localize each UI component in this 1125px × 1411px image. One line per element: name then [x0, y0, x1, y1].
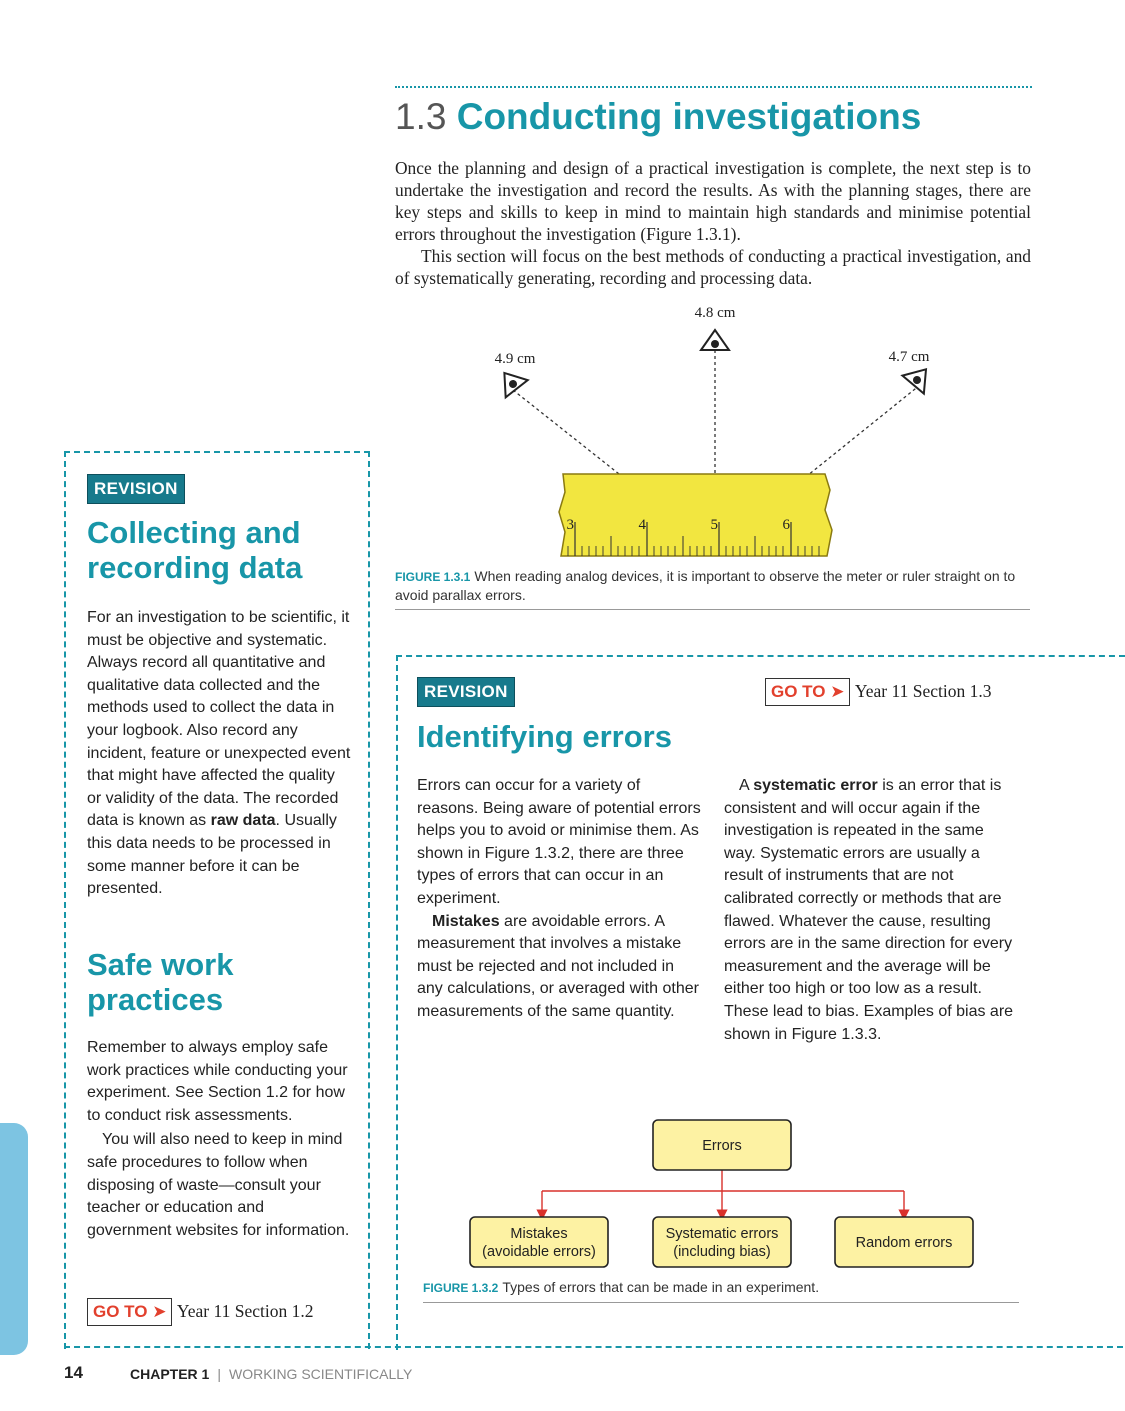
bottom-dashed-rule [64, 1346, 1123, 1348]
reading-right-label: 4.7 cm [888, 349, 930, 365]
node-errors-label: Errors [702, 1138, 742, 1154]
collecting-data-heading: Collecting and recording data [87, 515, 303, 585]
top-dotted-rule [395, 86, 1032, 88]
collecting-text-b: . Usually this data needs to be processed in some manner before it can be presented. [87, 812, 337, 898]
revision-badge-right: REVISION [417, 677, 515, 707]
reading-left-label: 4.9 cm [494, 351, 536, 367]
figure-2-label: FIGURE 1.3.2 [423, 1281, 499, 1295]
systematic-paragraph [724, 775, 1014, 1046]
ruler-number-5: 5 [710, 517, 718, 533]
safe-work-paragraph-2: You will also need to keep in mind safe procedures to follow when disposing of waste—consult your teacher or education and government websites for information. [87, 1131, 350, 1239]
chapter-side-tab [0, 1123, 28, 1355]
intro-text [395, 157, 1031, 289]
ruler-number-6: 6 [782, 517, 790, 533]
goto-left [87, 1298, 313, 1326]
collecting-data-text [87, 607, 352, 901]
goto-ref-left[interactable]: Year 11 Section 1.2 [176, 1301, 314, 1321]
systematic-text-a: A [739, 777, 754, 794]
node-systematic-label-2: (including bias) [673, 1244, 771, 1260]
page-number: 14 [64, 1363, 83, 1382]
goto-right [765, 678, 991, 706]
goto-button-left[interactable]: GO TO ➤ [87, 1298, 172, 1326]
goto-ref-right[interactable]: Year 11 Section 1.3 [854, 681, 992, 701]
systematic-text-b: is an error that is consistent and will occur again if the investigation is repeated in the same way. Systematic errors are usually a result of instruments that are not calibrated correctly or methods that are flawed. Whatever the cause, resulting errors are in the same direction for every measurement and the average will be either too high or too low as a result. These lead to bias. Examples of bias are shown in Figure 1.3.3. [724, 777, 1014, 1043]
figure-1-label: FIGURE 1.3.1 [395, 570, 471, 584]
node-systematic-label-1: Systematic errors [665, 1226, 779, 1242]
mistakes-paragraph [417, 911, 701, 1024]
figure-2-caption-text: Types of errors that can be made in an experiment. [502, 1279, 820, 1295]
goto-button-right[interactable]: GO TO ➤ [765, 678, 850, 706]
node-random-label: Random errors [855, 1235, 953, 1251]
errors-flowchart [458, 1117, 988, 1277]
eye-left-icon [493, 364, 527, 397]
footer-chapter-title: WORKING SCIENTIFICALLY [229, 1366, 413, 1382]
section-heading [395, 96, 921, 138]
node-mistakes-label-2: (avoidable errors) [482, 1244, 596, 1260]
errors-column-2 [724, 775, 1014, 1046]
ruler-number-4: 4 [638, 517, 646, 533]
mistakes-term: Mistakes [432, 912, 500, 930]
safe-work-heading: Safe work practices [87, 947, 234, 1017]
collecting-text-a: For an investigation to be scientific, it must be objective and systematic. Always record all quantitative and qualitative data collected and the methods used to collect the data in your logbook. Also record any incident, feature or unexpected event that might have affected the quality or validity of the data. The recorded data is known as [87, 609, 351, 830]
figure-2-caption [423, 1278, 1019, 1297]
eye-right-icon [902, 360, 936, 393]
eye-center-icon [701, 330, 729, 350]
identifying-errors-heading: Identifying errors [417, 719, 672, 754]
safe-work-paragraph-1: Remember to always employ safe work practices while conducting your experiment. See Section 1.2 for how to conduct risk assessments. [87, 1039, 348, 1124]
revision-box-left [64, 451, 370, 1349]
revision-badge-left: REVISION [87, 474, 185, 504]
errors-column-1 [417, 775, 701, 1024]
safe-work-text [87, 1037, 352, 1242]
footer-separator: | [217, 1366, 221, 1382]
figure-1-caption-text: When reading analog devices, it is important to observe the meter or ruler straight on to avoid parallax errors. [395, 568, 1016, 603]
raw-data-term: raw data [210, 812, 276, 830]
node-mistakes-label-1: Mistakes [510, 1226, 568, 1242]
figure-2-rule [423, 1302, 1019, 1303]
parallax-figure [395, 300, 1035, 570]
footer-chapter [130, 1366, 412, 1382]
section-number: 1.3 [395, 96, 447, 137]
figure-1-caption [395, 567, 1030, 604]
intro-paragraph-1: Once the planning and design of a practical investigation is complete, the next step is to undertake the investigation and record the results. As with the planning stages, there are key steps and skills to keep in mind to maintain high standards and minimise potential errors throughout the investigation (Figure 1.3.1). [395, 158, 1031, 244]
reading-center-label: 4.8 cm [694, 305, 736, 321]
section-title: Conducting investigations [456, 96, 922, 137]
ruler-number-3: 3 [566, 517, 574, 533]
revision-box-right [396, 655, 1125, 1350]
collecting-data-paragraph [87, 607, 352, 901]
mistakes-text: are avoidable errors. A measurement that involves a mistake must be rejected and not included in any calculations, or averaged with other measurements of the same quantity. [417, 912, 699, 1020]
footer-chapter-label: CHAPTER 1 [130, 1366, 210, 1382]
intro-paragraph-2: This section will focus on the best methods of conducting a practical investigation, and of systematically generating, recording and processing data. [395, 246, 1031, 288]
figure-1-rule [395, 609, 1030, 610]
systematic-error-term: systematic error [753, 777, 878, 794]
errors-paragraph-1: Errors can occur for a variety of reasons. Being aware of potential errors helps you to avoid or minimise them. As shown in Figure 1.3.2, there are three types of errors that can occur in an experiment. [417, 777, 701, 907]
